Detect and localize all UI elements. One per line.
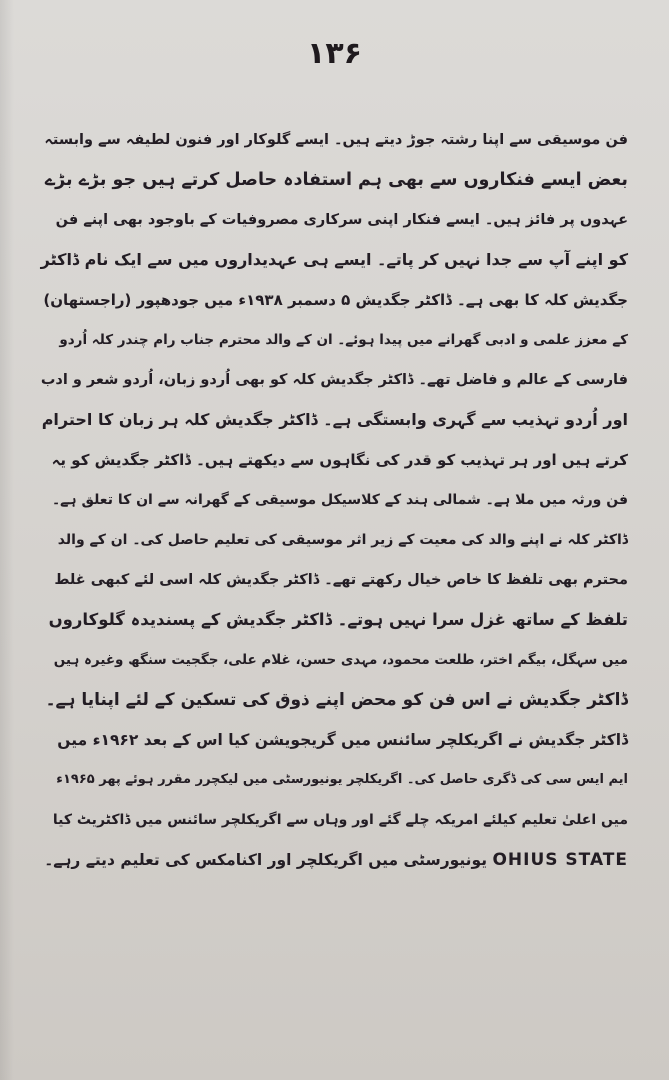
text-line: جگدیش کلہ کا بھی ہے۔ ڈاکٹر جگدیش ۵ دسمبر ۱۹۳۸ء میں جودھپور (راجستھان) (43, 291, 628, 309)
text-line: کے معزز علمی و ادبی گھرانے میں پیدا ہوئے۔ ان کے والد محترم جناب رام چندر کلہ اُردو (59, 332, 628, 348)
text-line: تلفظ کے ساتھ غزل سرا نہیں ہوتے۔ ڈاکٹر جگدیش کے پسندیدہ گلوکاروں (48, 610, 628, 629)
text-line: ڈاکٹر کلہ نے اپنے والد کی معیت کے زیر اثر موسیقی کی تعلیم حاصل کی۔ ان کے والد (57, 532, 628, 548)
latin-word: OHIUS STATE (492, 850, 628, 870)
text-line: میں سہگل، بیگم اختر، طلعت محمود، مہدی حسن، غلام علی، جگجیت سنگھ وغیرہ ہیں (53, 652, 628, 668)
text-line: ایم ایس سی کی ڈگری حاصل کی۔ اگریکلچر یونیورسٹی میں لیکچرر مقرر ہوئے پھر ۱۹۶۵ء (56, 772, 628, 787)
text-line-last (40, 840, 628, 880)
page-body-text (40, 120, 628, 880)
text-line: ڈاکٹر جگدیش نے اس فن کو محض اپنے ذوق کی تسکین کے لئے اپنایا ہے۔ (45, 690, 628, 710)
text-line: بعض ایسے فنکاروں سے بھی ہم استفادہ حاصل کرتے ہیں جو بڑے بڑے (44, 170, 628, 190)
text-line: میں اعلیٰ تعلیم کیلئے امریکہ چلے گئے اور وہاں سے اگریکلچر سائنس میں ڈاکٹریٹ کیا (52, 812, 628, 828)
page-edge-shadow (0, 0, 14, 1080)
text-line: کرتے ہیں اور ہر تہذیب کو قدر کی نگاہوں سے دیکھتے ہیں۔ ڈاکٹر جگدیش کو یہ (51, 451, 628, 469)
text-line: فن ورثہ میں ملا ہے۔ شمالی ہند کے کلاسیکل موسیقی کے گھرانہ سے ان کا تعلق ہے۔ (51, 492, 628, 508)
text-line: اور اُردو تہذیب سے گہری وابستگی ہے۔ ڈاکٹر جگدیش کلہ ہر زبان کا احترام (41, 410, 628, 429)
text-line: ڈاکٹر جگدیش نے اگریکلچر سائنس میں گریجویشن کیا اس کے بعد ۱۹۶۲ء میں (57, 731, 628, 749)
text-line: کو اپنے آپ سے جدا نہیں کر پاتے۔ ایسے ہی عہدیداروں میں سے ایک نام ڈاکٹر (40, 250, 628, 269)
page-number: ۱۳۶ (307, 36, 362, 71)
text-line: عہدوں پر فائز ہیں۔ ایسے فنکار اپنی سرکاری مصروفیات کے باوجود بھی اپنے فن (55, 212, 628, 228)
text-line: فارسی کے عالم و فاضل تھے۔ ڈاکٹر جگدیش کلہ کو بھی اُردو زبان، اُردو شعر و ادب (40, 372, 628, 388)
text-line-end: یونیورسٹی میں اگریکلچر اور اکنامکس کی تعلیم دیتے رہے۔ (44, 851, 488, 869)
text-line: فن موسیقی سے اپنا رشتہ جوڑ دیتے ہیں۔ ایسے گلوکار اور فنون لطیفہ سے وابستہ (44, 132, 628, 148)
text-line: محترم بھی تلفظ کا خاص خیال رکھتے تھے۔ ڈاکٹر جگدیش کلہ اسی لئے کبھی غلط (54, 572, 628, 588)
